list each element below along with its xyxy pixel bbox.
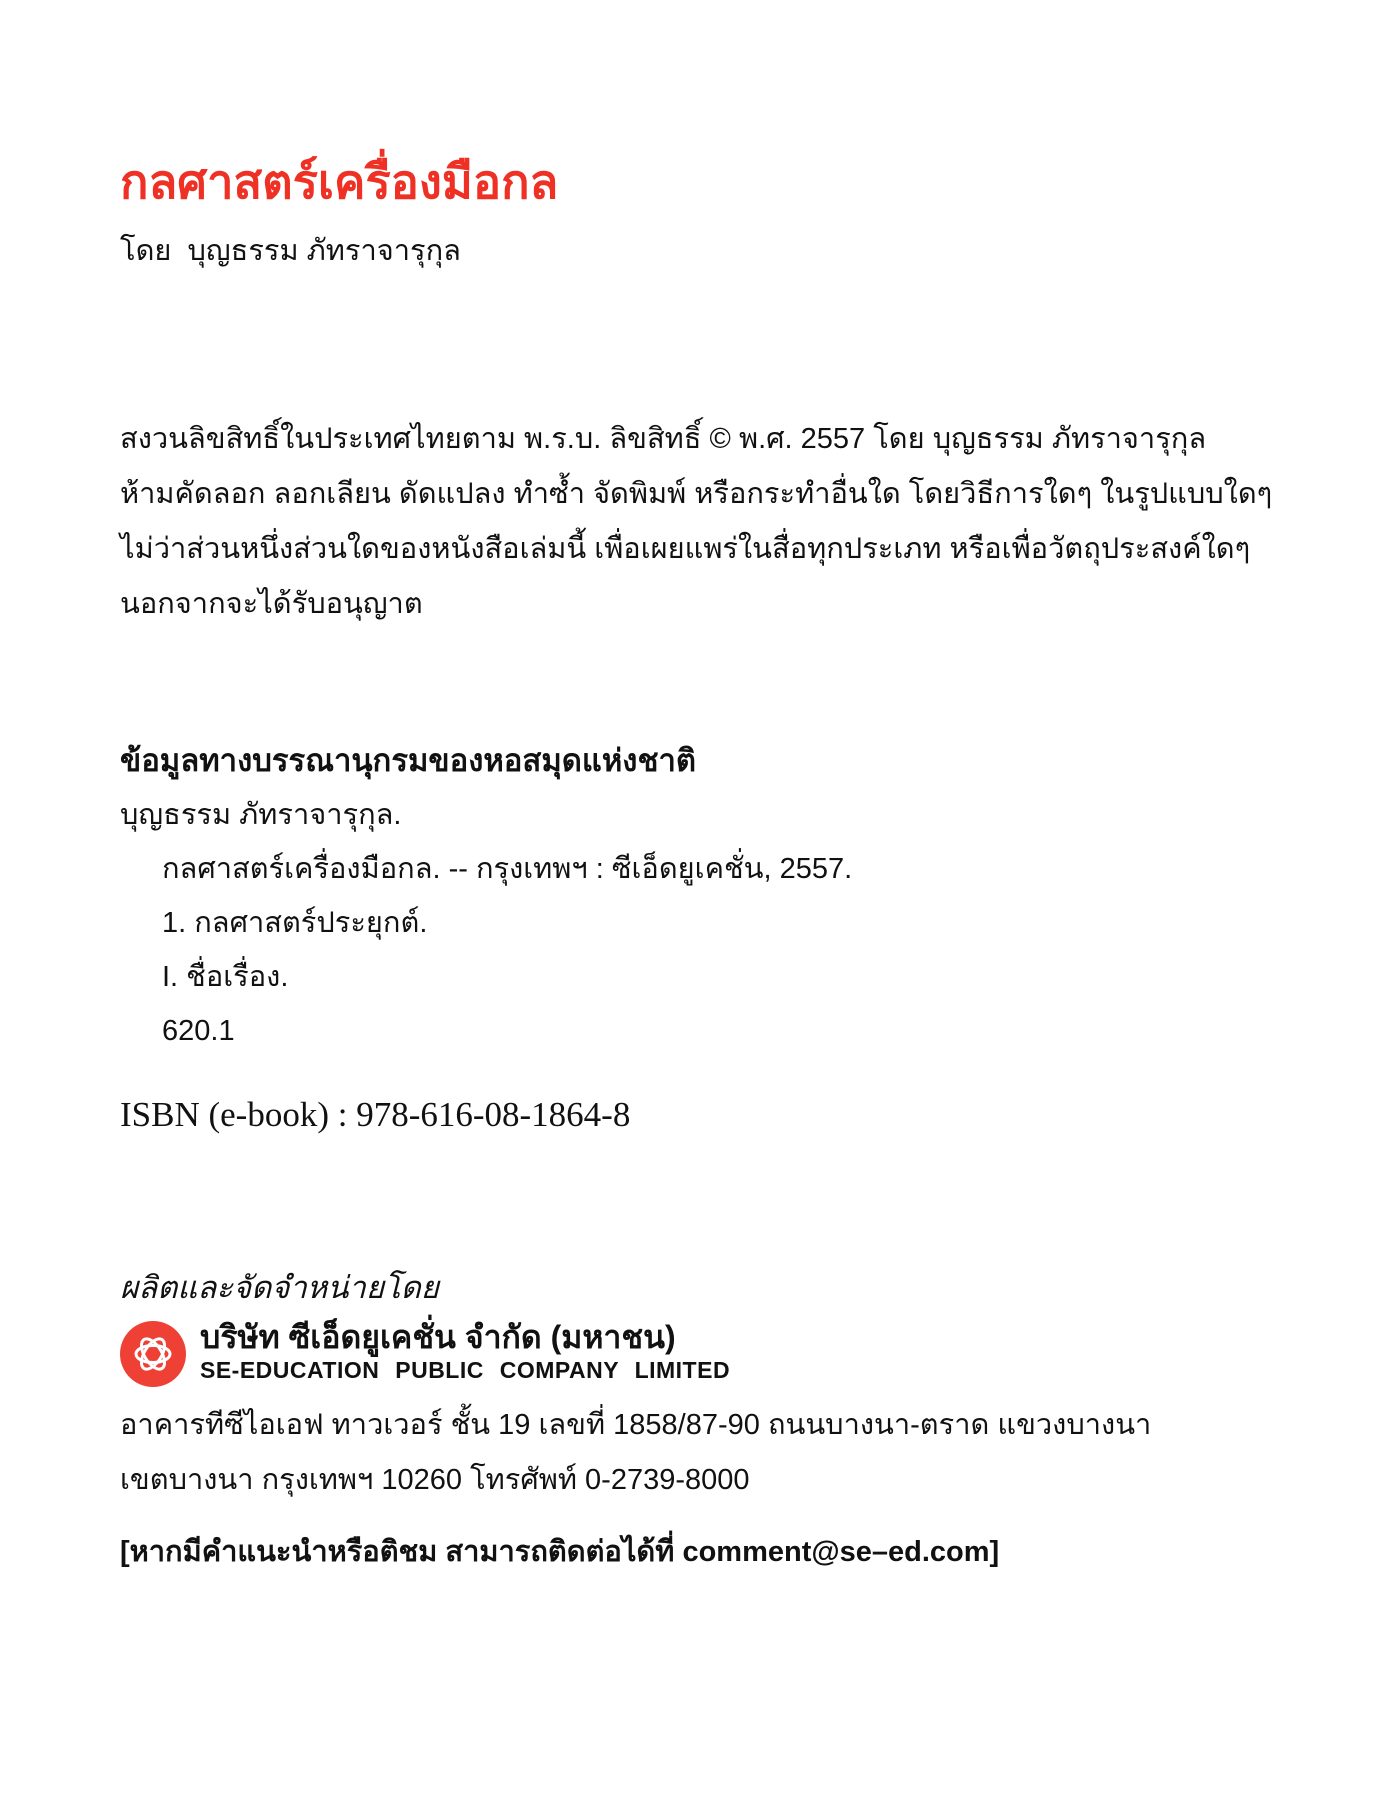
publisher-identity: [120, 1319, 1290, 1386]
publisher-names: [200, 1319, 730, 1386]
copyright-notice: [120, 412, 1290, 632]
publisher-address: [120, 1398, 1290, 1508]
publisher-name-thai: บริษัท ซีเอ็ดยูเคชั่น จำกัด (มหาชน): [200, 1319, 676, 1356]
cip-author: บุญธรรม ภัทราจารุกุล.: [120, 799, 402, 832]
cip-dewey-number: 620.1: [162, 1015, 235, 1048]
feedback-contact: [หากมีคำแนะนำหรือติชม สามารถติดต่อได้ที่ comment@se–ed.com]: [120, 1535, 1000, 1568]
se-ed-logo-icon: [120, 1321, 184, 1385]
cip-title-entry: กลศาสตร์เครื่องมือกล. -- กรุงเทพฯ : ซีเอ็ดยูเคชั่น, 2557.: [162, 853, 853, 886]
page-title: กลศาสตร์เครื่องมือกล: [120, 155, 559, 208]
copyright-line: นอกจากจะได้รับอนุญาต: [120, 587, 423, 620]
publisher-intro: ผลิตและจัดจำหน่ายโดย: [120, 1269, 439, 1305]
copyright-line: ไม่ว่าส่วนหนึ่งส่วนใดของหนังสือเล่มนี้ เพื่อเผยแพร่ในสื่อทุกประเภท หรือเพื่อวัตถุประสงค์ใดๆ: [120, 532, 1251, 565]
copyright-line: สงวนลิขสิทธิ์ในประเทศไทยตาม พ.ร.บ. ลิขสิทธิ์ © พ.ศ. 2557 โดย บุญธรรม ภัทราจารุกุล: [120, 422, 1207, 455]
author-byline: โดย บุญธรรม ภัทราจารุกุล: [120, 235, 461, 268]
copyright-line: ห้ามคัดลอก ลอกเลียน ดัดแปลง ทำซ้ำ จัดพิมพ์ หรือกระทำอื่นใด โดยวิธีการใดๆ ในรูปแบบใดๆ: [120, 477, 1273, 510]
publisher-block: [120, 1266, 1290, 1508]
address-line: เขตบางนา กรุงเทพฯ 10260 โทรศัพท์ 0-2739-8000: [120, 1463, 750, 1496]
cataloging-in-publication-block: [120, 738, 1290, 1059]
address-line: อาคารทีซีไอเอฟ ทาวเวอร์ ชั้น 19 เลขที่ 1858/87-90 ถนนบางนา-ตราด แขวงบางนา: [120, 1408, 1152, 1441]
cip-subject: 1. กลศาสตร์ประยุกต์.: [162, 907, 428, 940]
publisher-name-english: SE-EDUCATION PUBLIC COMPANY LIMITED: [200, 1356, 731, 1383]
isbn: ISBN (e-book) : 978-616-08-1864-8: [120, 1095, 631, 1135]
cip-title-ref: I. ชื่อเรื่อง.: [162, 961, 289, 994]
cip-header: ข้อมูลทางบรรณานุกรมของหอสมุดแห่งชาติ: [120, 742, 697, 778]
